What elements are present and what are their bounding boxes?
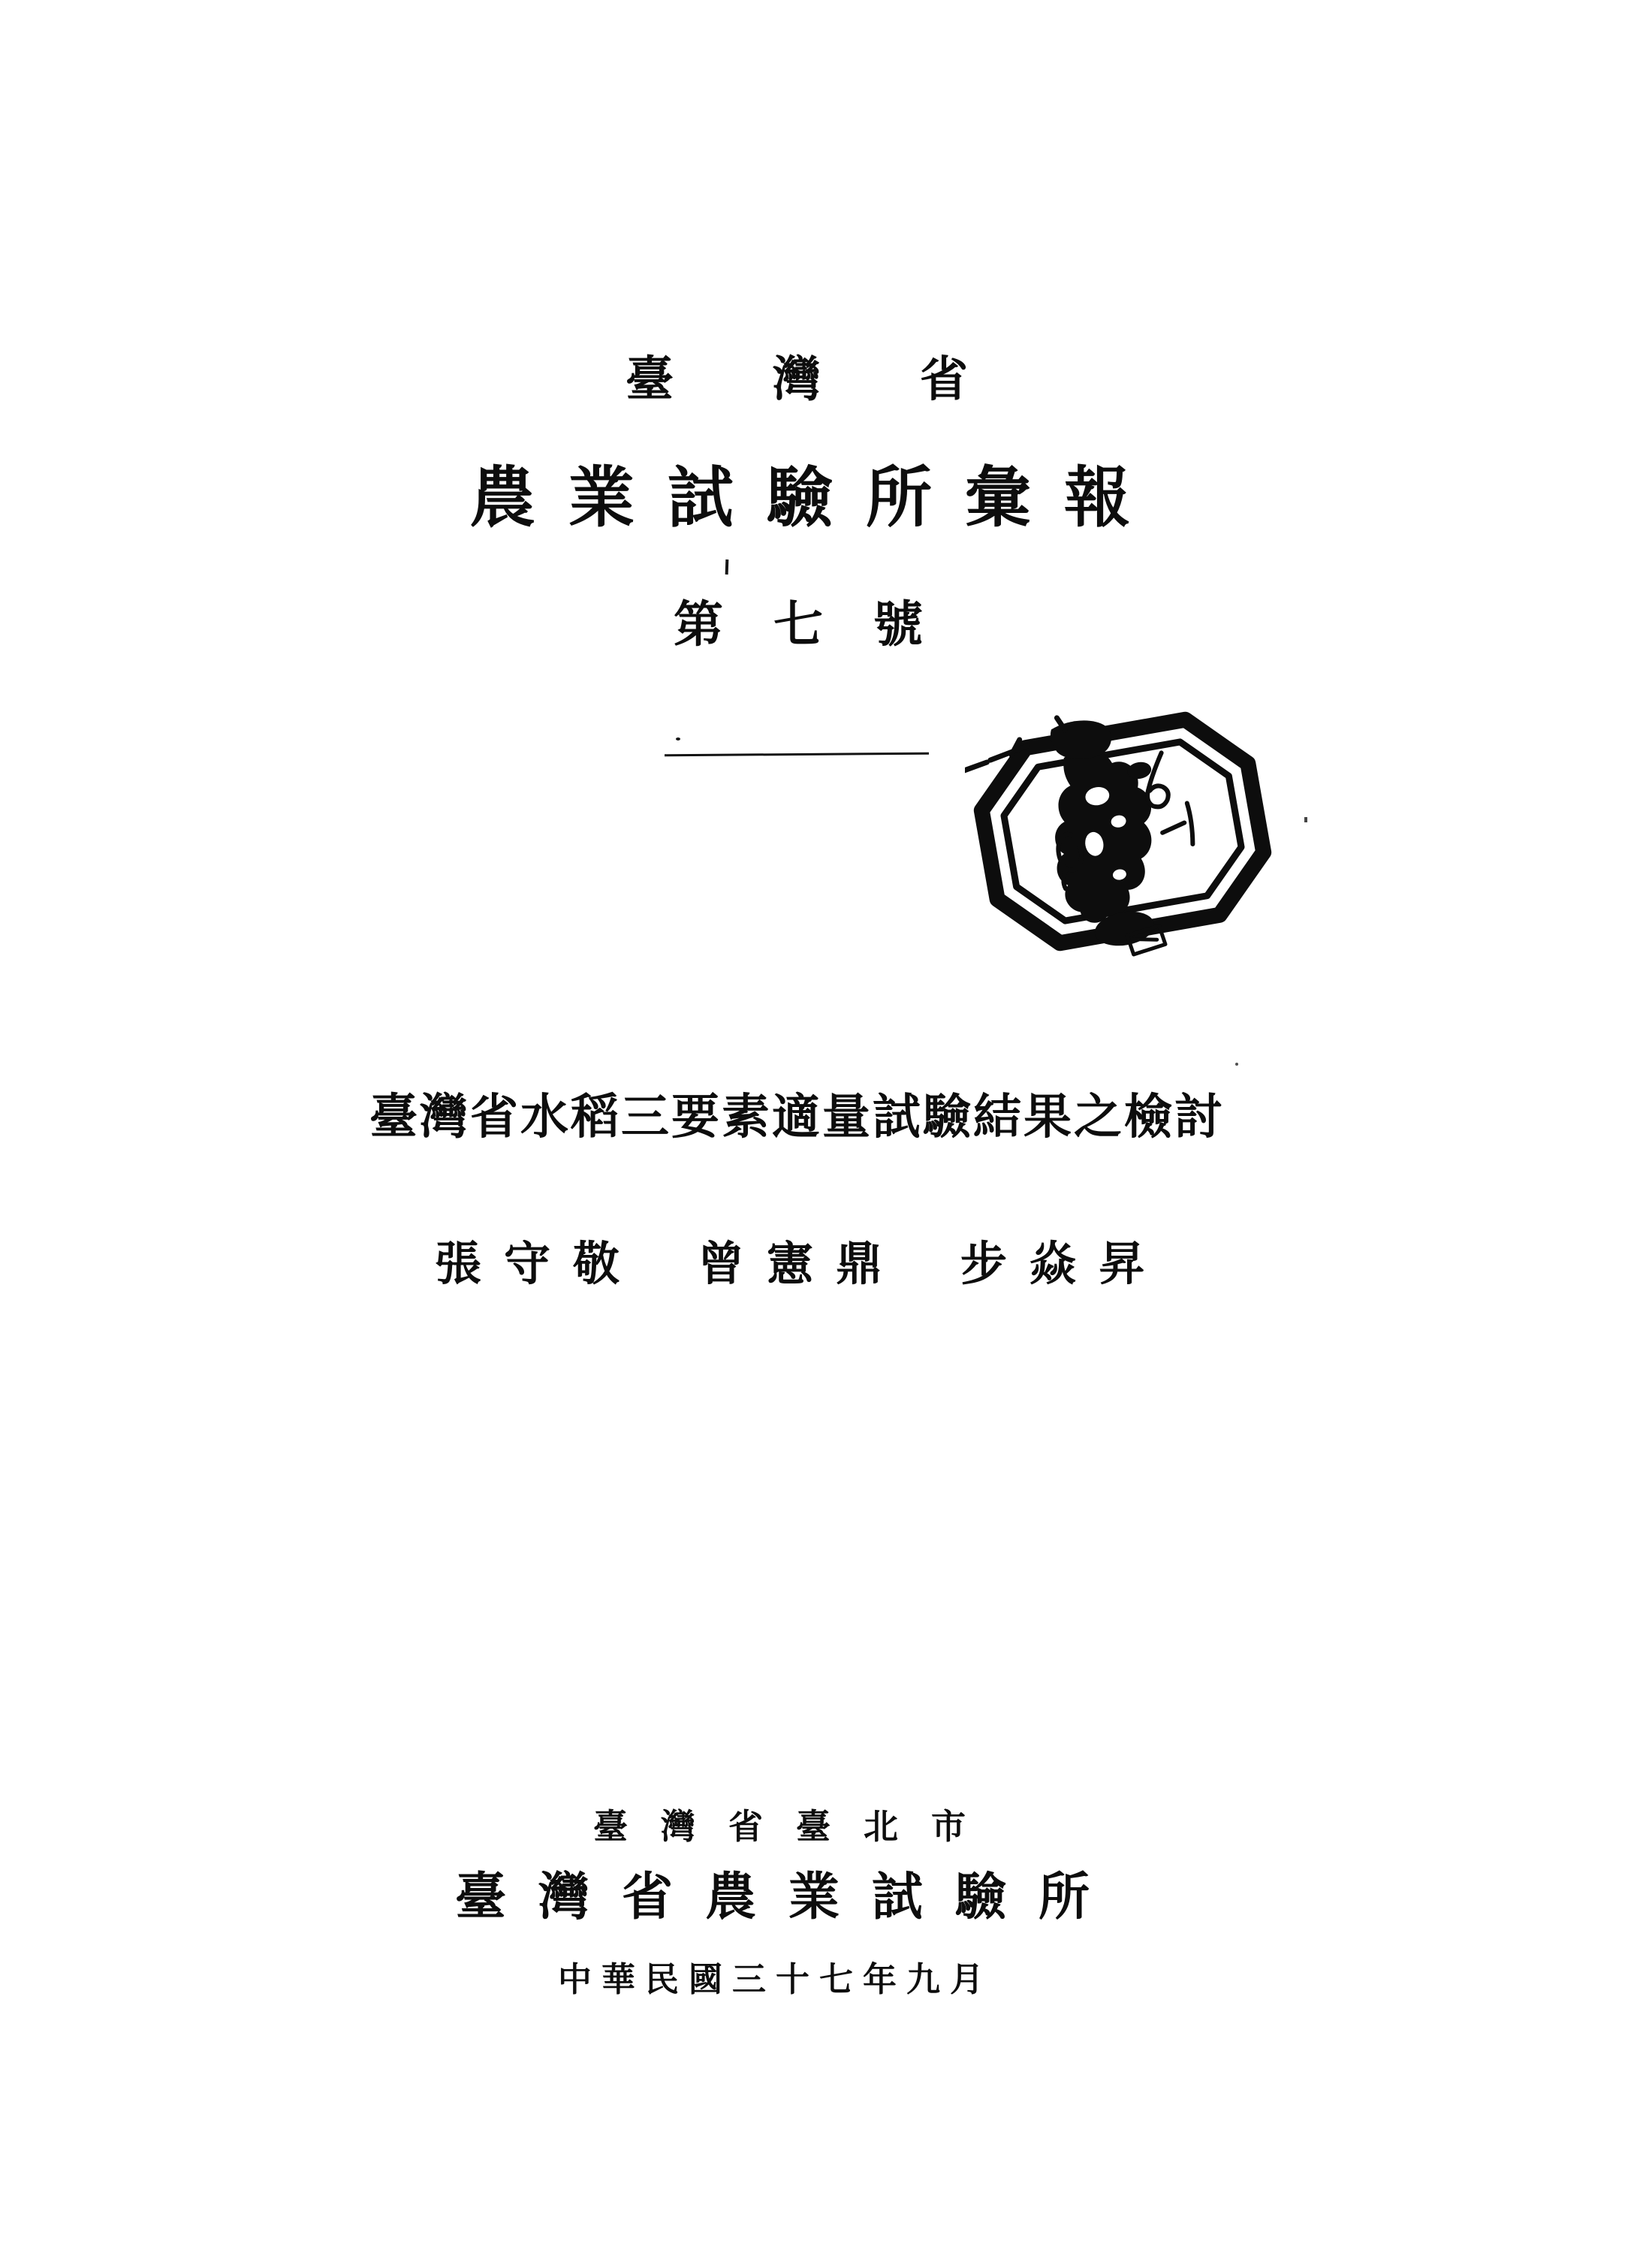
author-name: 張守敬 [435, 1239, 643, 1290]
scan-artifact [1304, 817, 1307, 822]
masthead-province: 臺灣省 [626, 353, 1067, 406]
stamp-handwriting-dash-1 [1158, 803, 1195, 849]
masthead-bulletin-title: 農業試驗所彙報 [469, 463, 1164, 535]
author-name: 曾憲鼎 [698, 1239, 906, 1290]
imprint-publisher: 臺灣省農業試驗所 [455, 1868, 1123, 1926]
scan-artifact [676, 737, 680, 740]
scan-artifact [725, 559, 729, 575]
imprint-date: 中華民國三十七年九月 [558, 1961, 994, 1998]
library-stamp [965, 702, 1280, 965]
author-list [435, 1241, 1168, 1288]
divider-rule [665, 753, 929, 756]
article-title: 臺灣省水稻三要素適量試驗結果之檢討 [369, 1090, 1225, 1144]
author-name: 步焱昇 [960, 1239, 1168, 1290]
masthead-issue-number: 第七號 [674, 598, 973, 653]
imprint-location: 臺灣省臺北市 [593, 1808, 999, 1846]
scan-artifact [1235, 1063, 1238, 1066]
